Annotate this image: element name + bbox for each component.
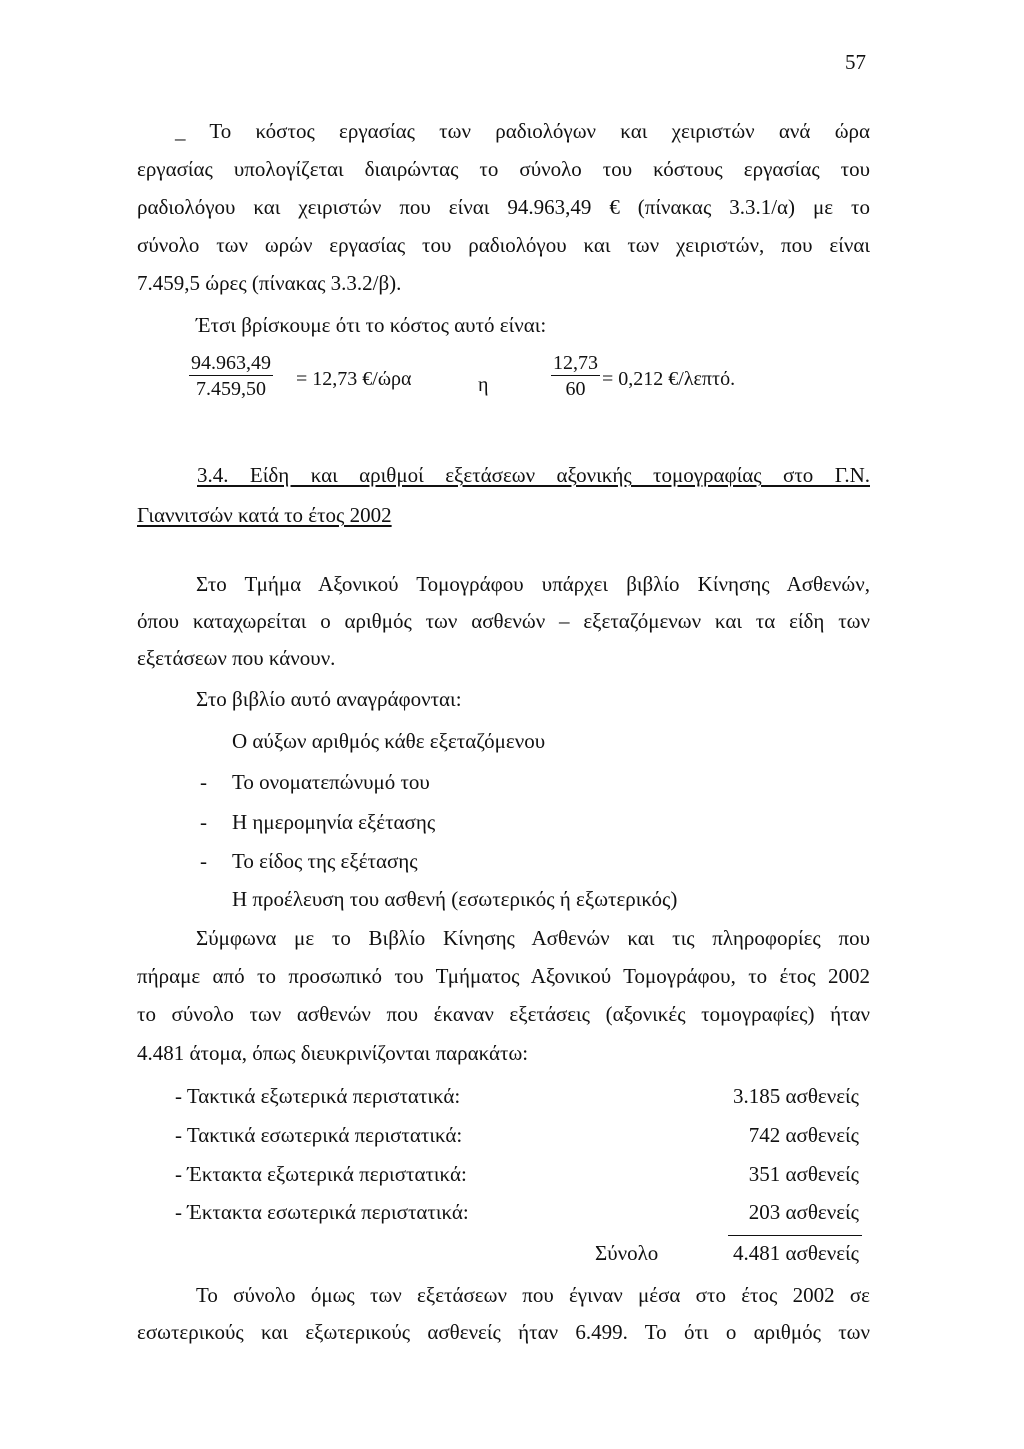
stat-value: 742 ασθενείς: [748, 1123, 859, 1147]
list-item-text: Ο αύξων αριθμός κάθε εξεταζόμενου: [232, 729, 546, 753]
list-bullet: -: [200, 810, 207, 834]
paragraph-line: εργασίας υπολογίζεται διαιρώντας το σύνολο του κόστους εργασίας του: [137, 157, 870, 181]
list-item: [232, 729, 545, 754]
paragraph-line: Το σύνολο όμως των εξετάσεων που έγιναν μέσα στο έτος 2002 σε: [196, 1283, 870, 1307]
paragraph-line: _ Το κόστος εργασίας των ραδιολόγων και χειριστών ανά ώρα: [175, 119, 870, 143]
book-intro: Στο βιβλίο αυτό αναγράφονται:: [196, 687, 462, 711]
formula-result-minute: = 0,212 €/λεπτό.: [602, 368, 736, 390]
stat-value: 3.185 ασθενείς: [733, 1084, 859, 1108]
formula-result-hour: = 12,73 €/ώρα: [296, 368, 412, 390]
paragraph-line: 7.459,5 ώρες (πίνακας 3.3.2/β).: [137, 271, 402, 295]
fraction-numerator: 94.963,49: [191, 352, 271, 374]
formula-connector: η: [478, 374, 489, 396]
stat-label: - Έκτακτα εξωτερικά περιστατικά:: [175, 1162, 467, 1186]
total-value: 4.481 ασθενείς: [733, 1241, 859, 1265]
list-item-text: Η ημερομηνία εξέτασης: [232, 810, 436, 834]
paragraph-line: 4.481 άτομα, όπως διευκρινίζονται παρακάτω:: [137, 1041, 529, 1065]
stat-label: - Τακτικά εξωτερικά περιστατικά:: [175, 1084, 461, 1108]
stat-value: 203 ασθενείς: [748, 1200, 859, 1224]
page-number: 57: [845, 50, 866, 74]
sum-rule: [728, 1235, 862, 1236]
list-item: [200, 770, 430, 795]
paragraph-line: εξετάσεων που κάνουν.: [137, 646, 336, 670]
section-heading: 3.4. Είδη και αριθμοί εξετάσεων αξονικής τομογραφίας στο Γ.Ν.: [197, 463, 870, 487]
section-heading-continued: Γιαννιτσών κατά το έτος 2002: [137, 503, 392, 527]
paragraph-line: το σύνολο των ασθενών που έκαναν εξετάσεις (αξονικές τομογραφίες) ήταν: [137, 1002, 870, 1026]
stat-label: - Έκτακτα εσωτερικά περιστατικά:: [175, 1200, 469, 1224]
paragraph-line: Σύμφωνα με το Βιβλίο Κίνησης Ασθενών και τις πληροφορίες που: [196, 926, 870, 950]
list-bullet: -: [200, 770, 207, 794]
paragraph-line: όπου καταχωρείται ο αριθμός των ασθενών – εξεταζόμενων και τα είδη των: [137, 609, 870, 633]
paragraph-line: εσωτερικούς και εξωτερικούς ασθενείς ήταν 6.499. Το ότι ο αριθμός των: [137, 1320, 870, 1344]
fraction-numerator: 12,73: [553, 352, 598, 374]
paragraph-line: ραδιολόγου και χειριστών που είναι 94.963,49 € (πίνακας 3.3.1/α) με το: [137, 195, 870, 219]
fraction-denominator: 60: [565, 378, 586, 400]
list-item: [232, 887, 677, 912]
fraction-cost-per-hour: [189, 352, 273, 400]
list-item-text: Το είδος της εξέτασης: [232, 849, 418, 873]
list-item-text: Η προέλευση του ασθενή (εσωτερικός ή εξωτερικός): [232, 887, 678, 911]
stat-label: - Τακτικά εσωτερικά περιστατικά:: [175, 1123, 463, 1147]
list-bullet: -: [200, 849, 207, 873]
paragraph-line: σύνολο των ωρών εργασίας του ραδιολόγου και των χειριστών, που είναι: [137, 233, 870, 257]
paragraph-line: Στο Τμήμα Αξονικού Τομογράφου υπάρχει βιβλίο Κίνησης Ασθενών,: [196, 572, 870, 596]
paragraph-line: πήραμε από το προσωπικό του Τμήματος Αξονικού Τομογράφου, το έτος 2002: [137, 964, 870, 988]
total-label: Σύνολο: [595, 1241, 659, 1265]
list-item: [200, 810, 435, 835]
formula-intro: Έτσι βρίσκουμε ότι το κόστος αυτό είναι:: [196, 313, 547, 337]
list-item-text: Το ονοματεπώνυμό του: [232, 770, 430, 794]
stat-value: 351 ασθενείς: [748, 1162, 859, 1186]
fraction-cost-per-minute: [551, 352, 600, 400]
list-item: [200, 849, 418, 874]
fraction-denominator: 7.459,50: [196, 378, 266, 400]
